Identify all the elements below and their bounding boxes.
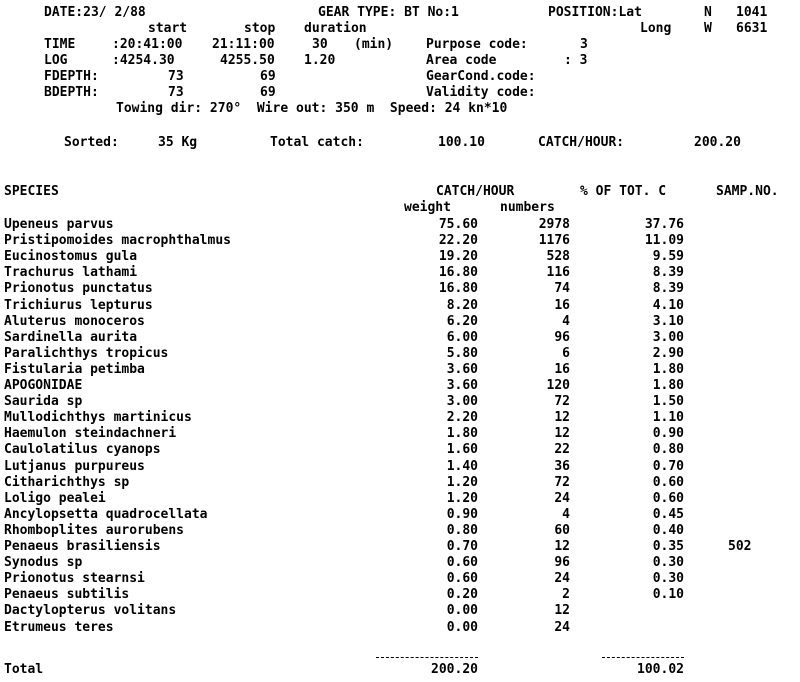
catch-numbers: 120 [546,378,570,393]
catch-numbers: 4 [562,506,570,522]
long-hemisphere: W [704,21,712,36]
catch-numbers: 12 [554,410,570,426]
log-stop: 4255.50 [220,53,275,68]
purpose-value: 3 [580,37,588,52]
species-name: Penaeus brasiliensis [4,539,161,554]
species-name: Haemulon steindachneri [4,426,177,442]
catch-numbers: 12 [554,426,570,442]
catch-weight: 0.00 [446,619,478,635]
species-name: Etrumeus teres [4,619,114,635]
species-header: SPECIES [4,184,59,199]
catch-weight: 75.60 [438,217,478,232]
pct-of-total: 0.60 [652,474,684,490]
catch-numbers: 36 [554,458,570,474]
catch-weight: 6.00 [446,329,478,345]
catch-weight: 0.60 [446,571,478,587]
towing-info: Towing dir: 270° Wire out: 350 m Speed: 24 kn*10 [116,101,508,116]
catch-weight: 3.60 [446,361,478,377]
catch-numbers: 2 [562,587,570,603]
catch-numbers: 6 [562,345,570,361]
species-name: Paralichthys tropicus [4,345,169,361]
catch-weight: 3.60 [446,378,478,393]
catch-numbers: 72 [554,474,570,490]
pct-of-total: 0.40 [652,522,684,538]
long-value: 6631 [736,21,768,36]
species-name: Prionotus punctatus [4,281,153,297]
total-label: Total [4,662,44,677]
pct-of-total: 37.76 [644,217,684,232]
catch-numbers: 24 [554,571,570,587]
species-name: Trachurus lathami [4,265,138,281]
catch-numbers: 16 [554,361,570,377]
species-name: Upeneus parvus [4,217,114,232]
species-name: Penaeus subtilis [4,587,130,603]
catch-weight: 0.60 [446,555,478,571]
bdepth-label: BDEPTH: [44,85,99,100]
species-name: Synodus sp [4,555,83,571]
pct-of-total: 4.10 [652,297,684,313]
catch-weight: 5.80 [446,345,478,361]
long-label: Long [640,21,672,36]
fdepth-label: FDEPTH: [44,69,99,84]
catch-hour-header: CATCH/HOUR [436,184,515,199]
catch-weight: 1.60 [446,442,478,458]
pct-total-rule [602,657,684,658]
area-label: Area code [426,53,497,68]
area-value: : 3 [564,53,588,68]
catch-numbers: 24 [554,619,570,635]
species-name: Prionotus stearnsi [4,571,145,587]
log-label: LOG [44,53,68,68]
catch-numbers: 96 [554,555,570,571]
lat-value: 1041 [736,5,768,20]
catch-numbers: 74 [554,281,570,297]
species-name: Sardinella aurita [4,329,138,345]
catch-numbers: 22 [554,442,570,458]
total-catch-label: Total catch: [270,135,364,150]
catch-numbers: 72 [554,394,570,410]
position-label: POSITION:Lat [548,5,642,20]
species-name: Saurida sp [4,394,83,410]
pct-of-total: 0.80 [652,442,684,458]
time-stop: 21:11:00 [212,37,275,52]
catch-weight: 1.40 [446,458,478,474]
sample-number: 502 [728,539,752,554]
catch-numbers: 116 [546,265,570,281]
pct-of-total: 0.10 [652,587,684,603]
catch-weight: 3.00 [446,394,478,410]
fdepth-start: 73 [168,69,184,84]
total-catch-value: 100.10 [438,135,485,150]
catch-weight: 1.20 [446,490,478,506]
fdepth-stop: 69 [260,69,276,84]
catch-weight: 6.20 [446,313,478,329]
species-name: Lutjanus purpureus [4,458,145,474]
species-name: Ancylopsetta quadrocellata [4,506,208,522]
catch-weight: 0.00 [446,603,478,619]
col-stop: stop [244,21,276,36]
lat-hemisphere: N [704,5,712,20]
time-unit: (min) [354,37,394,52]
gearcond-label: GearCond.code: [426,69,536,84]
catch-weight: 0.80 [446,522,478,538]
species-name: Eucinostomus gula [4,249,138,265]
weight-header: weight [404,200,451,215]
catch-numbers: 12 [554,603,570,619]
catch-weight: 0.70 [446,539,478,554]
catch-numbers: 528 [546,249,570,265]
pct-of-total: 0.60 [652,490,684,506]
catch-numbers: 16 [554,297,570,313]
pct-of-total: 11.09 [644,233,684,249]
catch-weight: 1.80 [446,426,478,442]
bdepth-start: 73 [168,85,184,100]
catch-weight: 1.20 [446,474,478,490]
pct-of-total: 1.80 [652,378,684,393]
catch-weight: 2.20 [446,410,478,426]
catch-weight: 16.80 [438,281,478,297]
catch-weight: 16.80 [438,265,478,281]
pct-of-total: 0.70 [652,458,684,474]
pct-header: % OF TOT. C [580,184,667,199]
species-name: Pristipomoides macrophthalmus [4,233,231,249]
pct-of-total: 1.50 [652,394,684,410]
species-name: Aluterus monoceros [4,313,145,329]
catch-weight: 0.20 [446,587,478,603]
catch-numbers: 96 [554,329,570,345]
catch-hour-label: CATCH/HOUR: [538,135,625,150]
catch-weight: 8.20 [446,297,478,313]
time-duration: 30 [312,37,328,52]
pct-of-total: 9.59 [652,249,684,265]
catch-weight: 0.90 [446,506,478,522]
catch-numbers: 60 [554,522,570,538]
sorted-value: 35 Kg [158,135,198,150]
bdepth-stop: 69 [260,85,276,100]
catch-hour-value: 200.20 [694,135,741,150]
species-name: Trichiurus lepturus [4,297,153,313]
pct-of-total: 8.39 [652,281,684,297]
catch-weight: 19.20 [438,249,478,265]
gear-type: GEAR TYPE: BT No:1 [318,5,459,20]
pct-of-total: 1.10 [652,410,684,426]
total-pct: 100.02 [637,662,684,677]
catch-numbers: 1176 [538,233,570,249]
log-start: :4254.30 [112,53,175,68]
pct-of-total: 0.45 [652,506,684,522]
pct-of-total: 0.30 [652,571,684,587]
date: DATE:23/ 2/88 [44,5,146,20]
species-name: Fistularia petimba [4,361,145,377]
purpose-label: Purpose code: [426,37,528,52]
col-start: start [148,21,188,36]
pct-of-total: 0.30 [652,555,684,571]
validity-label: Validity code: [426,85,536,100]
numbers-header: numbers [500,200,555,215]
time-label: TIME [44,37,76,52]
weight-total-rule [376,657,478,658]
catch-numbers: 24 [554,490,570,506]
catch-numbers: 12 [554,539,570,554]
col-duration: duration [304,21,367,36]
catch-weight: 22.20 [438,233,478,249]
pct-of-total: 1.80 [652,361,684,377]
pct-of-total: 3.10 [652,313,684,329]
catch-numbers: 2978 [538,217,570,232]
species-name: Loligo pealei [4,490,106,506]
species-name: Dactylopterus volitans [4,603,177,619]
pct-of-total: 2.90 [652,345,684,361]
sorted-label: Sorted: [64,135,119,150]
catch-numbers: 4 [562,313,570,329]
pct-of-total: 0.90 [652,426,684,442]
samp-header: SAMP.NO. [716,184,779,199]
total-weight: 200.20 [431,662,478,677]
pct-of-total: 8.39 [652,265,684,281]
species-name: Mullodichthys martinicus [4,410,192,426]
species-name: Citharichthys sp [4,474,130,490]
species-name: Rhomboplites aurorubens [4,522,185,538]
time-start: :20:41:00 [112,37,183,52]
pct-of-total: 3.00 [652,329,684,345]
pct-of-total: 0.35 [652,539,684,554]
species-name: Caulolatilus cyanops [4,442,161,458]
log-duration: 1.20 [304,53,336,68]
species-name: APOGONIDAE [4,378,83,393]
